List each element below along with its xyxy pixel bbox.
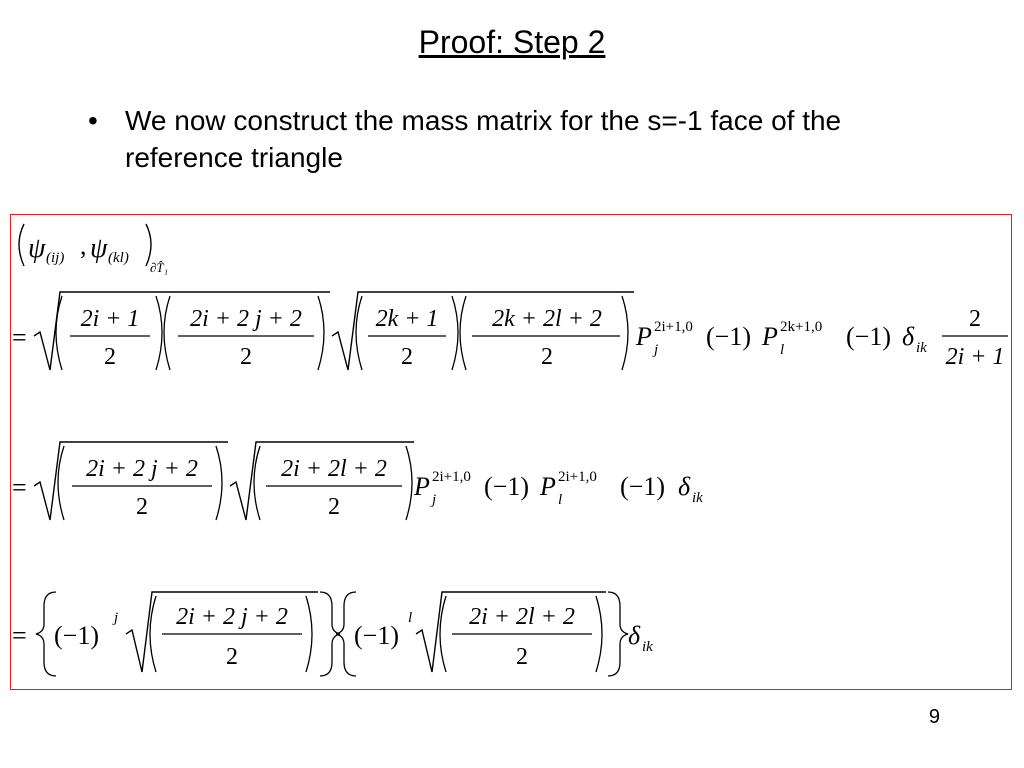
psi-subscript-ij: (ij) — [46, 250, 65, 266]
psi-subscript-kl: (kl) — [108, 250, 129, 266]
fraction-numerator: 2 — [969, 306, 981, 332]
inner-product — [19, 224, 168, 275]
bullet-text: We now construct the mass matrix for the s=-1 face of the reference triangle — [125, 105, 842, 173]
page-number: 9 — [928, 706, 940, 728]
psi-symbol-2: ψ — [90, 233, 108, 264]
fraction-numerator: 2i + 1 — [80, 306, 140, 332]
kronecker-delta: δ — [902, 322, 915, 351]
jacobi-subscript: l — [558, 492, 563, 508]
fraction-numerator: 2k + 2l + 2 — [492, 306, 602, 332]
fraction-denominator: 2 — [541, 344, 553, 370]
fraction-denominator: 2 — [104, 344, 116, 370]
jacobi-argument: (−1) — [846, 322, 891, 351]
jacobi-subscript: l — [780, 342, 785, 358]
equals-sign: = — [12, 323, 27, 352]
bullet-icon: • — [88, 105, 98, 136]
fraction-numerator: 2i + 2l + 2 — [469, 604, 575, 630]
jacobi-subscript: j — [432, 492, 437, 508]
fraction-denominator: 2 — [136, 494, 148, 520]
power-base: (−1) — [354, 621, 399, 650]
power-exponent: j — [114, 610, 119, 626]
power-base: (−1) — [54, 621, 99, 650]
kronecker-delta: δ — [628, 621, 641, 650]
kronecker-delta: δ — [678, 472, 691, 501]
fraction-denominator: 2i + 1 — [945, 344, 1005, 370]
bullet-item — [88, 102, 928, 176]
jacobi-subscript: j — [654, 342, 659, 358]
equals-sign: = — [12, 473, 27, 502]
jacobi-p: P — [636, 322, 652, 351]
boundary-domain: ∂T̂₁ — [150, 260, 169, 275]
equation-line-1 — [12, 292, 1008, 370]
delta-subscript: ik — [916, 340, 927, 356]
jacobi-superscript: 2i+1,0 — [654, 319, 693, 335]
equation-line-2 — [12, 442, 703, 520]
fraction-denominator: 2 — [516, 644, 528, 670]
fraction-numerator: 2i + 2 j + 2 — [190, 306, 302, 332]
jacobi-superscript: 2k+1,0 — [780, 319, 823, 335]
slide-title: Proof: Step 2 — [418, 24, 606, 60]
power-exponent: l — [408, 610, 413, 626]
jacobi-superscript: 2i+1,0 — [432, 469, 471, 485]
delta-subscript: ik — [692, 490, 703, 506]
jacobi-p: P — [762, 322, 778, 351]
fraction-numerator: 2i + 2 j + 2 — [86, 456, 198, 482]
fraction-numerator: 2k + 1 — [375, 306, 439, 332]
fraction-denominator: 2 — [328, 494, 340, 520]
jacobi-argument: (−1) — [484, 472, 529, 501]
fraction-denominator: 2 — [401, 344, 413, 370]
jacobi-p: P — [414, 472, 430, 501]
delta-subscript: ik — [642, 639, 653, 655]
equals-sign: = — [12, 621, 27, 650]
jacobi-p: P — [540, 472, 556, 501]
equation-block — [10, 214, 1012, 690]
fraction-numerator: 2i + 2 j + 2 — [176, 604, 288, 630]
jacobi-superscript: 2i+1,0 — [558, 469, 597, 485]
jacobi-argument: (−1) — [620, 472, 665, 501]
comma: , — [80, 231, 87, 260]
psi-symbol: ψ — [28, 233, 46, 264]
jacobi-argument: (−1) — [706, 322, 751, 351]
fraction-denominator: 2 — [240, 344, 252, 370]
fraction-numerator: 2i + 2l + 2 — [281, 456, 387, 482]
fraction-denominator: 2 — [226, 644, 238, 670]
equation-line-3 — [12, 592, 653, 676]
